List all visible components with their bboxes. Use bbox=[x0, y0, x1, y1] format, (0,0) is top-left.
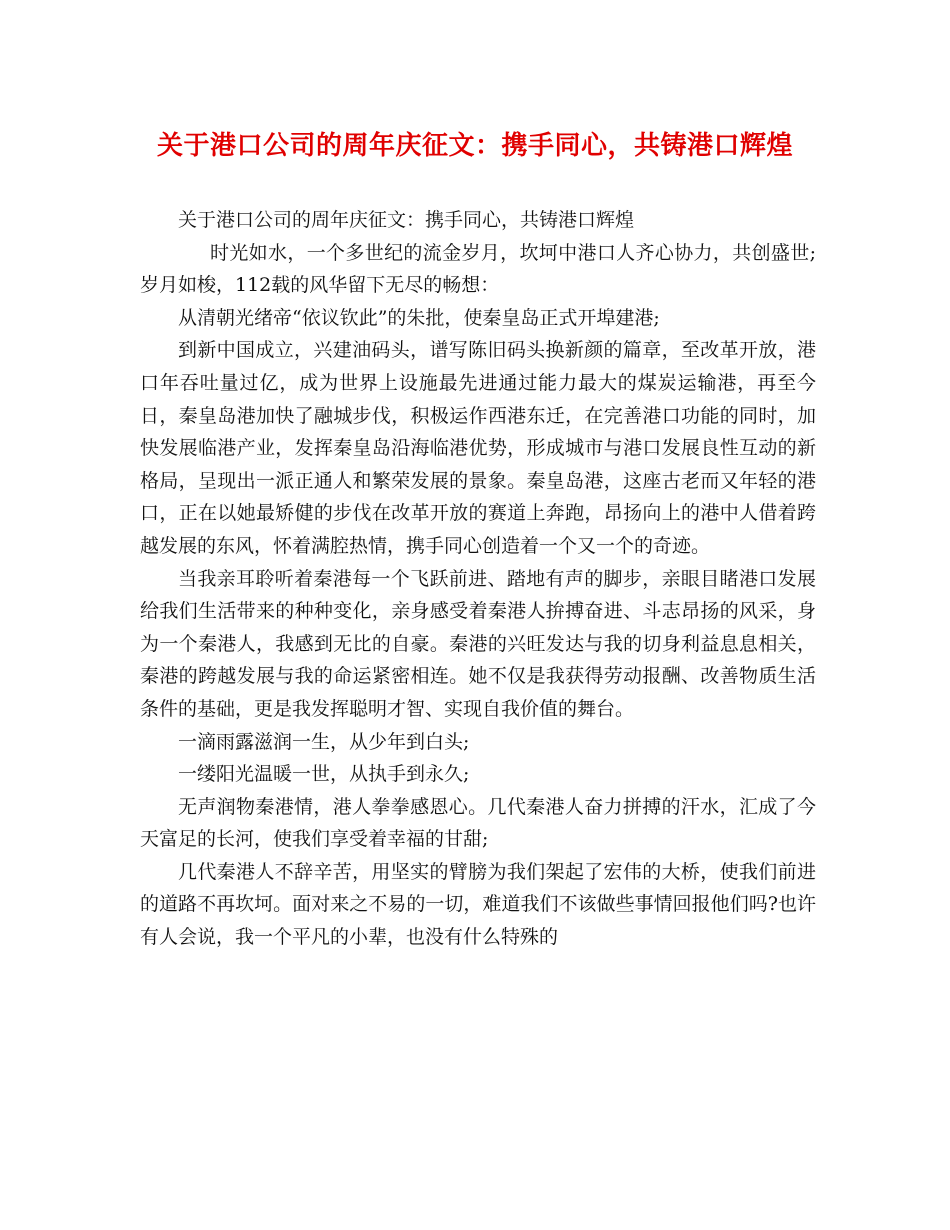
paragraph-gratitude: 无声润物秦港情，港人拳拳感恩心。几代秦港人奋力拼搏的汗水，汇成了今天富足的长河，使我们享受着幸福的甘甜; bbox=[140, 795, 816, 851]
paragraph-development: 到新中国成立，兴建油码头，谱写陈旧码头换新颜的篇章，至改革开放，港口年吞吐量过亿，成为世界上设施最先进通过能力最大的煤炭运输港，再至今日，秦皇岛港加快了融城步伐，积极运作西港东迁，在完善港口功能的同时，加快发展临港产业，发挥秦皇岛沿海临港优势，形成城市与港口发展良性互动的新格局，呈现出一派正通人和繁荣发展的景象。秦皇岛港，这座古老而又年轻的港口，正在以她最矫健的步伐在改革开放的赛道上奔跑，昂扬向上的港中人借着跨越发展的东风，怀着满腔热情，携手同心创造着一个又一个的奇迹。 bbox=[140, 339, 816, 557]
paragraph-rain-line: 一滴雨露滋润一生，从少年到白头; bbox=[178, 730, 470, 753]
paragraph-sun-line: 一缕阳光温暖一世，从执手到永久; bbox=[178, 763, 470, 786]
paragraph-intro: 时光如水，一个多世纪的流金岁月，坎坷中港口人齐心协力，共创盛世;岁月如梭，112载的风华留下无尽的畅想： bbox=[140, 241, 816, 297]
paragraph-bridge: 几代秦港人不辞辛苦，用坚实的臂膀为我们架起了宏伟的大桥，使我们前进的道路不再坎坷。面对来之不易的一切，难道我们不该做些事情回报他们吗?也许有人会说，我一个平凡的小辈，也没有什么特殊的 bbox=[140, 860, 816, 949]
document-body bbox=[140, 204, 816, 954]
paragraph-subtitle: 关于港口公司的周年庆征文：携手同心，共铸港口辉煌 bbox=[178, 209, 635, 231]
paragraph-pride: 当我亲耳聆听着秦港每一个飞跃前进、踏地有声的脚步，亲眼目睹港口发展给我们生活带来的种种变化，亲身感受着秦港人拚搏奋进、斗志昂扬的风采，身为一个秦港人，我感到无比的自豪。秦港的兴旺发达与我的切身利益息息相关，秦港的跨越发展与我的命运紧密相连。她不仅是我获得劳动报酬、改善物质生活条件的基础，更是我发挥聪明才智、实现自我价值的舞台。 bbox=[140, 567, 816, 720]
document-title: 关于港口公司的周年庆征文：携手同心，共铸港口辉煌 bbox=[156, 131, 793, 161]
paragraph-qing-dynasty: 从清朝光绪帝“依议钦此”的朱批，使秦皇岛正式开埠建港; bbox=[178, 306, 660, 329]
